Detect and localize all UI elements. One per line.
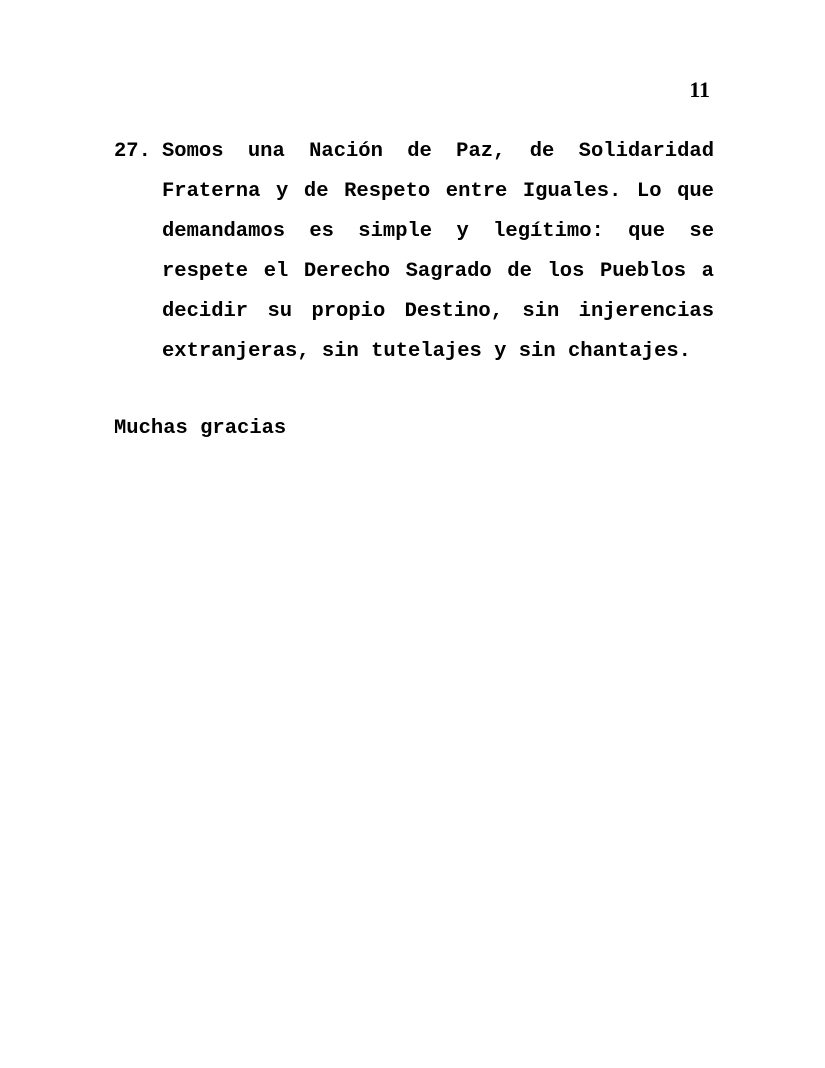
paragraph-number: 27. [114, 140, 151, 163]
paragraph-text: Somos una Nación de Paz, de Solidaridad Fraterna y de Respeto entre Iguales. Lo que demandamos es simple y legítimo: que se respete el Derecho Sagrado de los Pueblos a decidir su propio Destino, sin injerencias extranjeras, sin tutelajes y sin chantajes. [162, 140, 714, 363]
numbered-paragraph [114, 132, 714, 372]
page-number: 11 [689, 77, 710, 102]
closing-text: Muchas gracias [114, 417, 287, 440]
